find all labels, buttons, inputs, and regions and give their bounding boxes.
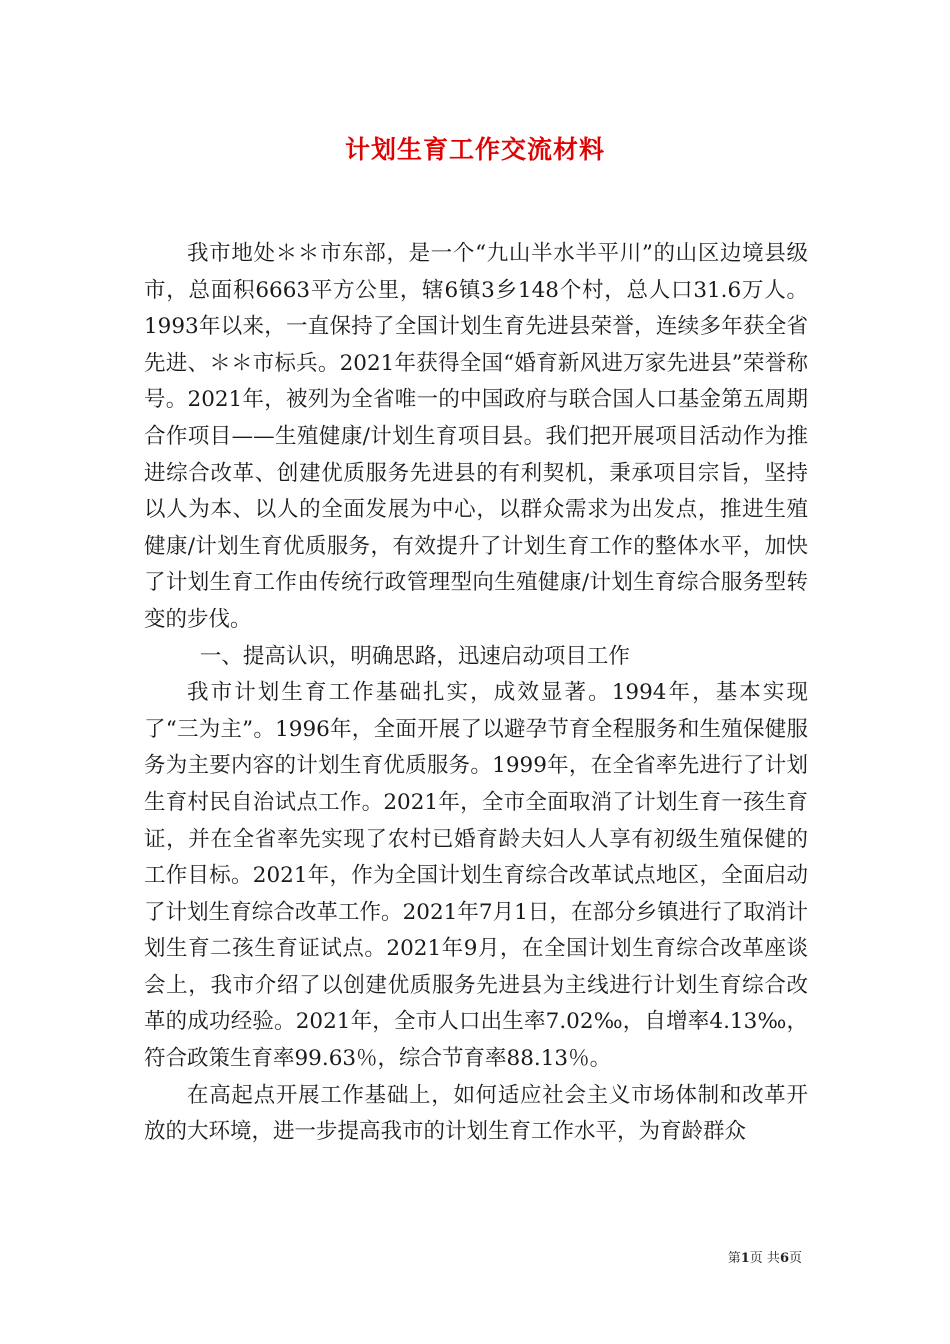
document-title: 计划生育工作交流材料	[344, 135, 605, 164]
paragraph-intro: 我市地处＊＊市东部，是一个“九山半水半平川”的山区边境县级市，总面积6663平方公里，辖6镇3乡148个村，总人口31.6万人。1993年以来，一直保持了全国计划生育先进县荣誉，连续多年获全省先进、＊＊市标兵。2021年获得全国“婚育新风进万家先进县”荣誉称号。2021年，被列为全省唯一的中国政府与联合国人口基金第五周期合作项目——生殖健康/计划生育项目县。我们把开展项目活动作为推进综合改革、创建优质服务先进县的有利契机，秉承项目宗旨，坚持以人为本、以人的全面发展为中心，以群众需求为出发点，推进生殖健康/计划生育优质服务，有效提升了计划生育工作的整体水平，加快了计划生育工作由传统行政管理型向生殖健康/计划生育综合服务型转变的步伐。	[144, 241, 808, 632]
total-pages-number: 6	[779, 1251, 789, 1266]
document-body	[144, 236, 808, 1151]
footer-prefix: 第	[727, 1251, 741, 1266]
footer-suffix: 页	[788, 1251, 802, 1266]
paragraph-section-2: 在高起点开展工作基础上，如何适应社会主义市场体制和改革开放的大环境，进一步提高我市的计划生育工作水平，为育龄群众	[144, 1082, 808, 1145]
footer-middle: 页 共	[749, 1251, 780, 1266]
paragraph-section-1: 我市计划生育工作基础扎实，成效显著。1994年，基本实现了“三为主”。1996年，全面开展了以避孕节育全程服务和生殖保健服务为主要内容的计划生育优质服务。1999年，在全省率先进行了计划生育村民自治试点工作。2021年，全市全面取消了计划生育一孩生育证，并在全省率先实现了农村已婚育龄夫妇人人享有初级生殖保健的工作目标。2021年，作为全国计划生育综合改革试点地区，全面启动了计划生育综合改革工作。2021年7月1日，在部分乡镇进行了取消计划生育二孩生育证试点。2021年9月，在全国计划生育综合改革座谈会上，我市介绍了以创建优质服务先进县为主线进行计划生育综合改革的成功经验。2021年，全市人口出生率7.02‰，自增率4.13‰，符合政策生育率99.63％，综合节育率88.13％。	[144, 680, 808, 1072]
page-number-footer	[728, 1250, 802, 1268]
current-page-number: 1	[740, 1251, 750, 1266]
section-heading: 一、提高认识，明确思路，迅速启动项目工作	[199, 643, 630, 669]
